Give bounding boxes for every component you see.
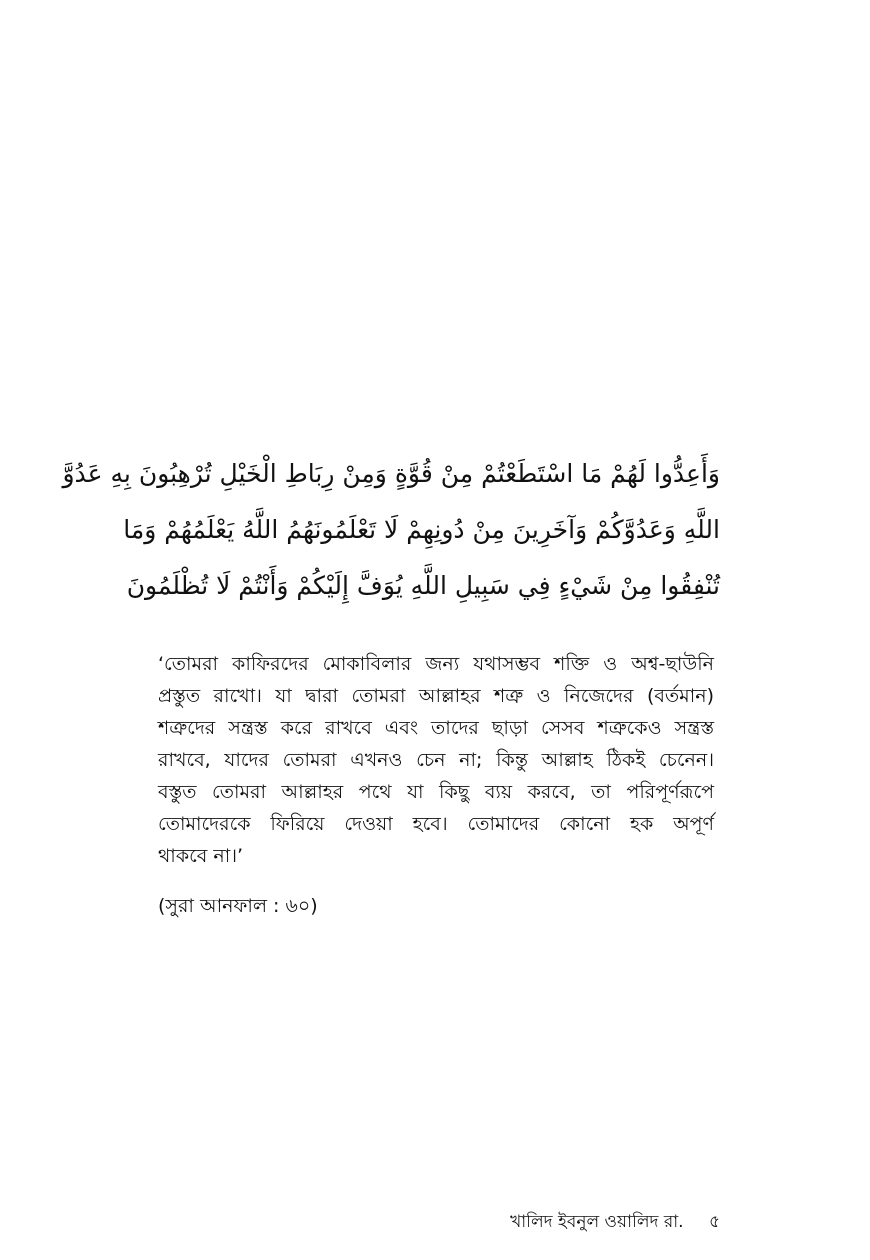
translation-line-3: শত্রুদের সন্ত্রস্ত করে রাখবে এবং তাদের ছাড়া সেসব শত্রুকেও সন্ত্রস্ত [158,717,714,739]
translation-line-1: ‘তোমরা কাফিরদের মোকাবিলার জন্য যথাসম্ভব শক্তি ও অশ্ব-ছাউনি [158,653,714,675]
translation-line-6: তোমাদেরকে ফিরিয়ে দেওয়া হবে। তোমাদের কোনো হক অপূর্ণ [158,813,714,835]
translation-line-2: প্রস্তুত রাখো। যা দ্বারা তোমরা আল্লাহর শত্রু ও নিজেদের (বর্তমান) [158,685,714,707]
running-book-title: খালিদ ইবনুল ওয়ালিদ রা. [510,1212,684,1232]
translation-line-4: রাখবে, যাদের তোমরা এখনও চেন না; কিন্তু আল্লাহ ঠিকই চেনেন। [158,749,714,771]
translation-line-7: থাকবে না।’ [158,845,244,867]
arabic-line-1: وَأَعِدُّوا لَهُمْ مَا اسْتَطَعْتُمْ مِنْ قُوَّةٍ وَمِنْ رِبَاطِ الْخَيْلِ تُرْهِبُونَ بِهِ عَدُوَّ [62,459,720,488]
page-footer [510,1208,720,1236]
quran-verse-arabic [62,446,720,614]
verse-reference: (সুরা আনফাল : ৬০) [158,895,318,917]
translation-line-5: বস্তুত তোমরা আল্লাহর পথে যা কিছু ব্যয় করবে, তা পরিপূর্ণরূপে [158,781,714,803]
page-number: ৫ [708,1212,720,1232]
arabic-line-2: اللَّهِ وَعَدُوَّكُمْ وَآخَرِينَ مِنْ دُونِهِمْ لَا تَعْلَمُونَهُمُ اللَّهُ يَعْلَمُهُمْ وَمَا [123,515,720,544]
arabic-line-3: تُنْفِقُوا مِنْ شَيْءٍ فِي سَبِيلِ اللَّهِ يُوَفَّ إِلَيْكُمْ وَأَنْتُمْ لَا تُظْلَمُونَ [126,571,720,600]
verse-translation [158,648,714,872]
